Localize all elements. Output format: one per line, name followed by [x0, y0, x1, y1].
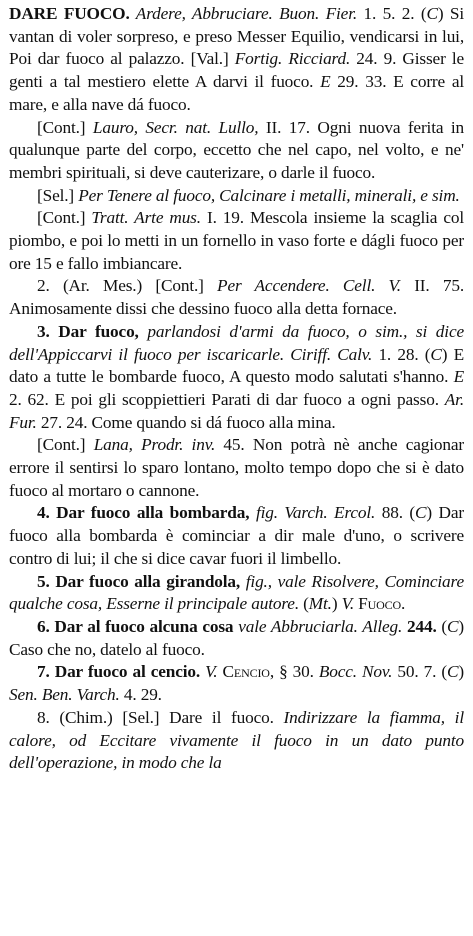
citation-ref: 1. 28. (	[372, 344, 431, 364]
entry-6-dar-al-fuoco	[9, 616, 464, 661]
source: E	[320, 72, 331, 92]
source: Sen. Ben. Varch.	[9, 685, 120, 705]
sub-headword: 5. Dar fuoco alla girandola,	[37, 571, 241, 591]
marker-c: C	[446, 662, 459, 682]
citation-number: 244.	[402, 616, 437, 636]
sub-headword: 3. Dar fuoco,	[37, 321, 139, 341]
paren: (	[436, 616, 448, 636]
quote: 27. 24. Come quando si dá fuoco alla mina.	[36, 412, 336, 432]
definition: fig. Varch. Ercol.	[249, 503, 376, 523]
entry-cont-lana	[9, 434, 464, 502]
entry-5-girandola	[9, 571, 464, 616]
source: Tratt. Arte mus.	[91, 208, 201, 228]
tag: [Cont.]	[37, 435, 94, 455]
definition: fig., vale Risolvere, Cominciare qualche cosa, Esserne il principale autore.	[9, 571, 464, 614]
source: Lana, Prodr. inv.	[93, 435, 216, 455]
source: Fortig. Ricciard.	[234, 49, 351, 69]
quote: II. 75. Animosamente dissi che dessino fuoco alla detta fornace.	[9, 276, 465, 319]
see-also: V.	[200, 662, 218, 682]
source: Bocc. Nov.	[318, 662, 393, 682]
entry-3-dar-fuoco	[9, 321, 464, 435]
definition: Indirizzare la fiamma, il calore, od Eccitare vivamente il fuoco in un dato punto dell'operazione, in modo che la	[9, 707, 464, 773]
cross-reference: Cencio,	[217, 662, 274, 682]
citation-ref: 50. 7. (	[392, 662, 447, 682]
entry-8-chim	[9, 707, 464, 775]
entry-4-bombarda	[9, 502, 464, 570]
marker-c: C	[447, 616, 459, 636]
entry-2-accendere	[9, 275, 464, 320]
paren: )	[458, 662, 464, 682]
citation-ref: 1. 5. 2. (	[357, 4, 427, 23]
entry-cont-tratt	[9, 207, 464, 275]
quote: 45. Non potrà nè anche cagionar errore il sentirsi lo sparo lontano, molto tempo dopo che si è dato fuoco al mortaro o cannone.	[9, 435, 465, 500]
quote: 24. 9. Gisser le genti a tal mestiero elette A darvi il fuoco.	[9, 49, 464, 92]
entry-dare-fuoco	[9, 3, 464, 117]
section-ref: § 30.	[274, 662, 319, 682]
tag: [Cont.]	[37, 117, 93, 137]
definition: parlandosi d'armi da fuoco, o sim., si dice dell'Appiccarvi il fuoco per iscaricarle. Ciriff. Calv.	[9, 321, 464, 364]
definition: Per Accendere. Cell. V.	[217, 276, 401, 296]
entry-7-cencio	[9, 661, 464, 706]
quote: II. 17. Ogni nuova ferita in qualunque parte del corpo, eccetto che nel capo, nel volto, e ne' membri spirituali, si deve cauterizare, o darle il fuoco.	[9, 117, 464, 182]
citation-ref: 88. (	[375, 503, 416, 523]
tag: 8. (Chim.) [Sel.] Dare il fuoco.	[37, 707, 284, 727]
source: Ar. Fur.	[9, 389, 464, 432]
sub-headword: 6. Dar al fuoco alcuna cosa	[37, 616, 234, 636]
marker-c: C	[426, 4, 438, 23]
quote: 29. 33. E corre al mare, e alla nave dá fuoco.	[9, 72, 464, 114]
quote: ) E dato a tutte le bombarde fuoco, A questo modo salutati s'hanno.	[9, 344, 464, 387]
tag: 2. (Ar. Mes.) [Cont.]	[37, 276, 218, 296]
quote: ) Dar fuoco alla bombarda è cominciar a dir male d'uno, o scrivere contro di lui; il che si dice cavar fuori il limbello.	[9, 503, 465, 568]
definition: Per Tenere al fuoco, Calcinare i metalli, minerali, e sim.	[78, 185, 460, 205]
quote: I. 19. Mescola insieme la scaglia col piombo, e poi lo metti in un fornello in vaso forte e dágli fuoco per ore 15 e fallo imbiancare.	[9, 208, 465, 273]
marker-c: C	[430, 344, 442, 364]
paren: (	[299, 594, 309, 614]
source: E	[453, 367, 464, 387]
sub-headword: 4. Dar fuoco alla bombarda,	[37, 503, 250, 523]
paren: )	[331, 594, 342, 614]
cross-reference: Fuoco.	[354, 594, 406, 614]
source: Mt.	[308, 594, 332, 614]
definition: Ardere, Abbruciare. Buon. Fier.	[129, 4, 358, 23]
entry-cont-lauro	[9, 117, 464, 185]
see-also: V.	[341, 594, 354, 614]
quote: 2. 62. E poi gli scoppiettieri Parati di dar fuoco a ogni passo.	[9, 389, 445, 409]
definition: vale Abbruciarla. Alleg.	[233, 616, 403, 636]
quote: ) Caso che no, datelo al fuoco.	[9, 616, 465, 659]
marker-c: C	[415, 503, 427, 523]
tag: [Sel.]	[37, 185, 79, 205]
sub-headword: 7. Dar fuoco al cencio.	[37, 662, 201, 682]
entry-sel-tenere	[9, 185, 464, 208]
source: Lauro, Secr. nat. Lullo,	[92, 117, 259, 137]
tag: [Cont.]	[37, 208, 92, 228]
citation-ref: 4. 29.	[119, 685, 162, 705]
headword: DARE FUOCO.	[9, 4, 130, 23]
quote: ) Si vantan di voler sorpreso, e preso Messer Equilio, vendicarsi in lui, Poi dar fuoco al palazzo. [Val.]	[9, 4, 465, 69]
